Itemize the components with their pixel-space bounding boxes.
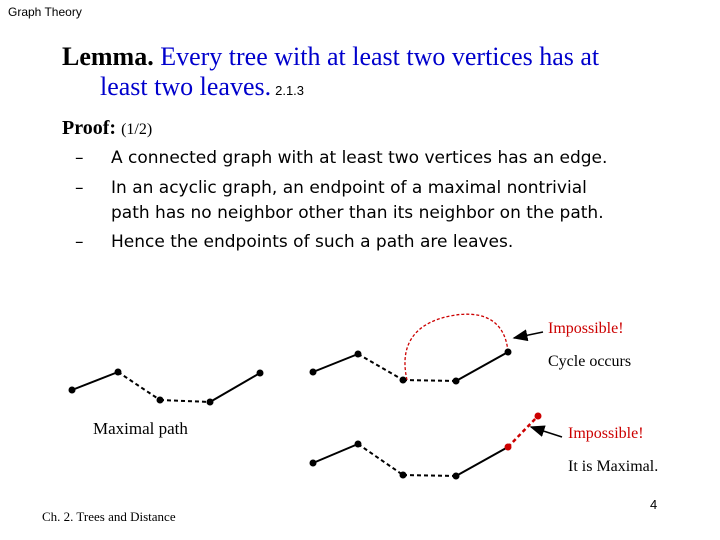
proof-part: (1/2) — [121, 121, 153, 138]
path-edge — [313, 354, 358, 372]
bullet-text: A connected graph with at least two vertices has an edge. — [111, 148, 608, 168]
cycle-diagram — [310, 314, 544, 384]
path-vertex — [505, 349, 512, 356]
lemma-keyword: Lemma. — [62, 42, 154, 71]
path-vertex — [69, 387, 76, 394]
maximal-path-label: Maximal path — [93, 419, 188, 438]
page-number: 4 — [650, 497, 658, 512]
maximal-path-diagram — [69, 369, 264, 406]
bullet-text: path has no neighbor other than its neighbor on the path. — [111, 203, 604, 223]
path-vertex — [400, 377, 407, 384]
arrow-icon — [514, 332, 543, 338]
path-edge — [456, 352, 508, 381]
path-vertex — [505, 444, 512, 451]
path-edge — [118, 372, 160, 400]
path-vertex — [400, 472, 407, 479]
path-vertex — [355, 351, 362, 358]
path-edge — [160, 400, 210, 402]
lemma-text-line2: least two leaves. — [100, 72, 272, 101]
bullet-dash: – — [75, 232, 84, 252]
lemma-text-line1: Every tree with at least two vertices has at — [153, 42, 600, 71]
bullet-dash: – — [75, 178, 84, 198]
path-edge — [210, 373, 260, 402]
path-vertex — [157, 397, 164, 404]
bullet-text: In an acyclic graph, an endpoint of a maximal nontrivial — [111, 178, 587, 198]
extension-edge — [508, 416, 538, 447]
path-edge — [72, 372, 118, 390]
path-edge — [403, 380, 456, 381]
path-vertex — [453, 378, 460, 385]
path-edge — [456, 447, 508, 476]
bullet-text: Hence the endpoints of such a path are leaves. — [111, 232, 514, 252]
path-vertex — [115, 369, 122, 376]
path-edge — [358, 444, 403, 475]
path-vertex — [257, 370, 264, 377]
it-is-maximal-label: It is Maximal. — [568, 458, 659, 475]
arrow-icon — [531, 427, 562, 437]
path-vertex — [207, 399, 214, 406]
cycle-occurs-label: Cycle occurs — [548, 353, 632, 370]
path-vertex — [453, 473, 460, 480]
bullet-dash: – — [75, 148, 84, 168]
path-vertex — [355, 441, 362, 448]
proof-keyword: Proof: — [62, 117, 117, 139]
lemma-reference: 2.1.3 — [275, 83, 305, 98]
footer-chapter: Ch. 2. Trees and Distance — [42, 509, 176, 524]
path-edge — [313, 444, 358, 463]
path-vertex — [310, 369, 317, 376]
impossible-label-maximal: Impossible! — [568, 425, 644, 442]
cycle-edge — [405, 314, 508, 380]
path-vertex — [310, 460, 317, 467]
maximal-extension-diagram — [310, 413, 563, 480]
path-edge — [358, 354, 403, 380]
impossible-label-cycle: Impossible! — [548, 320, 624, 337]
course-header: Graph Theory — [8, 5, 82, 19]
path-edge — [403, 475, 456, 476]
extension-vertex — [535, 413, 542, 420]
